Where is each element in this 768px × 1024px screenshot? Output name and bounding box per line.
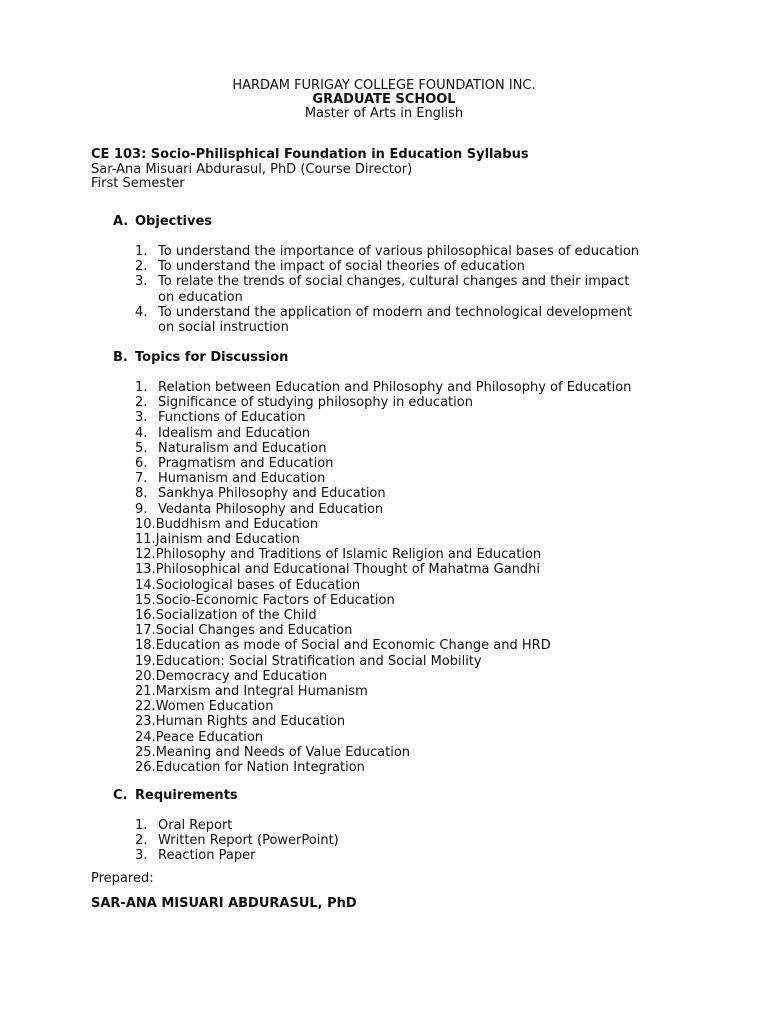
list-item-text: [158, 259, 525, 274]
section-title: Requirements: [135, 788, 238, 803]
list-item: [135, 623, 631, 638]
list-item-line: To understand the importance of various philosophical bases of education: [158, 244, 640, 259]
list-item-line: on social instruction: [158, 320, 289, 336]
section-title: Topics for Discussion: [135, 350, 289, 365]
list-item: [135, 502, 631, 517]
list-item: [135, 395, 631, 410]
list-item-text: Buddhism and Education: [155, 516, 319, 532]
list-item-number: 25.: [135, 744, 156, 760]
list-item-number: 23.: [135, 714, 156, 730]
list-item-number: 20.: [135, 668, 156, 684]
list-item-text: Vedanta Philosophy and Education: [158, 501, 384, 517]
list-item: [135, 578, 631, 593]
list-item-number: 3.: [135, 848, 148, 864]
list-item-text: Idealism and Education: [158, 425, 311, 441]
list-item-text: Sociological bases of Education: [155, 577, 361, 593]
list-item: [135, 441, 631, 456]
section-letter: A.: [113, 214, 129, 229]
list-item-number: 14.: [135, 577, 156, 593]
list-item-text: Relation between Education and Philosophy and Philosophy of Education: [158, 380, 632, 395]
list-item-number: 22.: [135, 699, 156, 715]
list-item-number: 12.: [135, 547, 156, 563]
list-item-line: To understand the impact of social theories of education: [158, 259, 525, 275]
program-name: Master of Arts in English: [304, 106, 464, 121]
list-item-number: 17.: [135, 623, 156, 639]
course-info: [91, 148, 529, 192]
list-item-number: 1.: [135, 244, 148, 259]
list-item-text: Oral Report: [158, 818, 233, 833]
list-item-number: 2.: [135, 833, 148, 849]
list-item: [135, 305, 639, 335]
list-item: [135, 745, 631, 760]
list-item: [135, 380, 631, 395]
objectives-list: [135, 244, 639, 335]
list-item-number: 2.: [135, 395, 148, 411]
list-item: [135, 471, 631, 486]
course-director: Sar-Ana Misuari Abdurasul, PhD (Course Director): [91, 161, 413, 177]
list-item-number: 24.: [135, 729, 156, 745]
list-item-text: Functions of Education: [158, 410, 306, 426]
list-item-text: Written Report (PowerPoint): [158, 833, 339, 849]
list-item-text: Naturalism and Education: [158, 440, 327, 456]
list-item-line: on education: [158, 289, 243, 305]
list-item-text: Significance of studying philosophy in education: [158, 395, 473, 411]
list-item-text: [158, 274, 629, 304]
list-item: [135, 244, 639, 259]
topics-list: [135, 380, 631, 775]
list-item-text: Socialization of the Child: [155, 608, 317, 624]
list-item-number: 7.: [135, 471, 148, 487]
list-item: [135, 848, 339, 863]
list-item-text: Pragmatism and Education: [158, 456, 334, 472]
list-item: [135, 669, 631, 684]
list-item: [135, 486, 631, 501]
list-item: [135, 259, 639, 274]
section-letter: C.: [113, 788, 128, 803]
section-objectives-heading: [113, 214, 212, 229]
list-item: [135, 833, 339, 848]
list-item-number: 4.: [135, 304, 148, 320]
section-topics-heading: [113, 350, 288, 365]
section-title: Objectives: [135, 214, 213, 229]
list-item-number: 3.: [135, 410, 148, 426]
list-item-number: 4.: [135, 425, 148, 441]
list-item: [135, 456, 631, 471]
course-title: CE 103: Socio-Philisphical Foundation in Education Syllabus: [91, 147, 529, 162]
list-item-text: Social Changes and Education: [155, 623, 353, 639]
requirements-list: [135, 818, 339, 864]
list-item-text: Sankhya Philosophy and Education: [158, 486, 386, 502]
school-name: GRADUATE SCHOOL: [312, 92, 456, 107]
list-item-text: Women Education: [155, 699, 274, 715]
list-item-text: Education for Nation Integration: [155, 760, 365, 776]
list-item-line: To relate the trends of social changes, cultural changes and their impact: [158, 274, 630, 290]
list-item-number: 18.: [135, 638, 156, 654]
list-item: [135, 410, 631, 425]
list-item-text: [158, 244, 639, 259]
list-item-number: 2.: [135, 259, 148, 275]
list-item-number: 8.: [135, 486, 148, 502]
list-item-text: Socio-Economic Factors of Education: [155, 592, 395, 608]
list-item-number: 9.: [135, 501, 148, 517]
list-item-text: Education: Social Stratification and Social Mobility: [155, 653, 482, 669]
list-item: [135, 760, 631, 775]
section-letter: B.: [113, 350, 128, 365]
list-item-number: 13.: [135, 562, 156, 578]
course-semester: First Semester: [91, 176, 185, 191]
list-item: [135, 684, 631, 699]
list-item-number: 1.: [135, 818, 148, 833]
list-item-text: Philosophy and Traditions of Islamic Religion and Education: [155, 547, 542, 563]
list-item-text: [158, 305, 632, 335]
list-item-number: 11.: [135, 532, 156, 548]
list-item: [135, 699, 631, 714]
prepared-label: Prepared:: [91, 871, 154, 886]
list-item-text: Philosophical and Educational Thought of Mahatma Gandhi: [155, 562, 541, 578]
list-item-number: 16.: [135, 608, 156, 624]
institution-name: HARDAM FURIGAY COLLEGE FOUNDATION INC.: [232, 78, 536, 93]
list-item-text: Education as mode of Social and Economic Change and HRD: [155, 638, 551, 654]
list-item: [135, 608, 631, 623]
list-item: [135, 638, 631, 653]
list-item-number: 15.: [135, 592, 156, 608]
section-requirements-heading: [113, 788, 238, 803]
signer-name: SAR-ANA MISUARI ABDURASUL, PhD: [91, 896, 357, 911]
list-item-line: To understand the application of modern and technological development: [158, 304, 632, 320]
list-item: [135, 517, 631, 532]
list-item-text: Marxism and Integral Humanism: [155, 684, 368, 700]
list-item: [135, 532, 631, 547]
list-item-text: Reaction Paper: [158, 848, 256, 864]
list-item: [135, 730, 631, 745]
list-item-number: 6.: [135, 456, 148, 472]
list-item: [135, 714, 631, 729]
list-item-text: Democracy and Education: [155, 668, 328, 684]
list-item-number: 21.: [135, 684, 156, 700]
list-item: [135, 562, 631, 577]
list-item-text: Meaning and Needs of Value Education: [155, 744, 411, 760]
list-item: [135, 426, 631, 441]
list-item-text: Human Rights and Education: [155, 714, 346, 730]
list-item-text: Jainism and Education: [155, 532, 300, 548]
list-item-number: 1.: [135, 380, 148, 395]
list-item: [135, 547, 631, 562]
list-item: [135, 274, 639, 304]
list-item: [135, 818, 339, 833]
list-item: [135, 593, 631, 608]
document-header: [0, 79, 768, 121]
list-item-number: 10.: [135, 516, 156, 532]
list-item-number: 5.: [135, 440, 148, 456]
list-item-text: Peace Education: [155, 729, 264, 745]
list-item: [135, 654, 631, 669]
list-item-number: 19.: [135, 653, 156, 669]
list-item-number: 3.: [135, 274, 148, 290]
list-item-text: Humanism and Education: [158, 471, 326, 487]
list-item-number: 26.: [135, 760, 156, 776]
